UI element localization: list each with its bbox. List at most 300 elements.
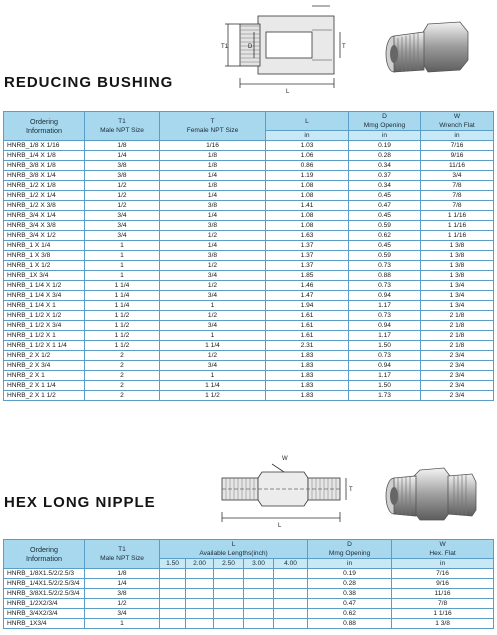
header2-w-line2: Hex. Flat bbox=[429, 550, 456, 557]
header2-ordering-line1: Ordering bbox=[30, 545, 58, 554]
table-row bbox=[4, 241, 494, 251]
table-cell: 1 1/4 bbox=[85, 281, 160, 291]
table-cell: 2 3/4 bbox=[421, 391, 494, 401]
table-cell: 1 1/4 bbox=[160, 341, 266, 351]
header2-w-line1: W bbox=[439, 541, 446, 548]
table-cell: 1 3/4 bbox=[421, 281, 494, 291]
table-row bbox=[4, 321, 494, 331]
table-cell bbox=[214, 589, 244, 599]
header-ordering-line2: Information bbox=[26, 126, 62, 135]
unit-w: in bbox=[421, 131, 494, 141]
table-cell bbox=[244, 619, 274, 629]
header2-l bbox=[160, 540, 308, 559]
table-cell: 1/8 bbox=[160, 181, 266, 191]
drawing-label-d: D bbox=[248, 44, 253, 50]
table-row bbox=[4, 619, 494, 629]
header-ordering bbox=[4, 112, 85, 141]
table-cell: HNRB_1X 3/4 bbox=[4, 271, 85, 281]
table-cell: 0.73 bbox=[349, 351, 421, 361]
table-cell: 1 1/4 bbox=[160, 381, 266, 391]
table-cell: 1 bbox=[160, 371, 266, 381]
table-cell: 3/4 bbox=[85, 211, 160, 221]
table-cell: 3/4 bbox=[160, 321, 266, 331]
table-cell: 2 1/8 bbox=[421, 331, 494, 341]
table-cell: 1 1/2 bbox=[160, 391, 266, 401]
table-cell: 3/4 bbox=[85, 609, 160, 619]
table-row bbox=[4, 211, 494, 221]
table-cell bbox=[244, 609, 274, 619]
table-cell: 0.19 bbox=[349, 141, 421, 151]
table-cell: 7/8 bbox=[421, 201, 494, 211]
table-cell: 1/2 bbox=[160, 261, 266, 271]
unit2-d: in bbox=[308, 559, 392, 569]
header2-d-line1: D bbox=[347, 541, 352, 548]
table-row bbox=[4, 181, 494, 191]
table-cell: 1.83 bbox=[266, 391, 349, 401]
header2-w bbox=[392, 540, 494, 559]
header2-ordering-line2: Information bbox=[26, 554, 62, 563]
table-cell: 7/8 bbox=[421, 181, 494, 191]
header-w-line2: Wrench Flat bbox=[439, 122, 475, 129]
table-cell: 3/4 bbox=[421, 171, 494, 181]
table-cell: 1/2 bbox=[85, 599, 160, 609]
header2-l-line2: Available Lengths(inch) bbox=[199, 550, 268, 557]
header-d-line1: D bbox=[382, 113, 387, 120]
table-cell: 1.61 bbox=[266, 321, 349, 331]
section-title-hex-long-nipple: HEX LONG NIPPLE bbox=[4, 494, 156, 511]
table-row bbox=[4, 371, 494, 381]
table-cell: 1/4 bbox=[160, 241, 266, 251]
table-cell bbox=[214, 579, 244, 589]
table-cell: 1 bbox=[85, 619, 160, 629]
table-cell: 1.83 bbox=[266, 371, 349, 381]
table-cell bbox=[214, 569, 244, 579]
table-cell: HNRB_1/4 X 1/8 bbox=[4, 151, 85, 161]
reducing-bushing-table bbox=[3, 111, 494, 401]
header-t-line2: Female NPT Size bbox=[186, 127, 239, 134]
table-cell: 0.86 bbox=[266, 161, 349, 171]
table-cell: 0.47 bbox=[349, 201, 421, 211]
nipple-label-w: W bbox=[282, 456, 288, 462]
table-cell bbox=[160, 579, 186, 589]
table-cell: 1 1/16 bbox=[421, 221, 494, 231]
table-row bbox=[4, 261, 494, 271]
table-cell bbox=[160, 609, 186, 619]
reducing-bushing-drawing bbox=[220, 4, 380, 96]
table-cell: 1 1/4 bbox=[85, 291, 160, 301]
table-cell: 1.94 bbox=[266, 301, 349, 311]
header2-t1-line2: Male NPT Size bbox=[100, 555, 144, 562]
table-cell: 1 1/2 bbox=[85, 331, 160, 341]
table-row bbox=[4, 251, 494, 261]
table-cell: 1.17 bbox=[349, 301, 421, 311]
table-cell: 0.45 bbox=[349, 211, 421, 221]
table-cell: HNRB_2 X 3/4 bbox=[4, 361, 85, 371]
table-cell: 1 1/16 bbox=[421, 211, 494, 221]
table-cell: 2 1/8 bbox=[421, 341, 494, 351]
table-cell: HNRB_3/4 X 3/8 bbox=[4, 221, 85, 231]
length-3: 2.50 bbox=[214, 559, 244, 569]
table-cell: 1.50 bbox=[349, 341, 421, 351]
table-cell: 3/8 bbox=[160, 201, 266, 211]
table-cell: 1.61 bbox=[266, 311, 349, 321]
table-row bbox=[4, 201, 494, 211]
table-cell: HNRB_2 X 1 bbox=[4, 371, 85, 381]
table-cell: 1 3/4 bbox=[421, 291, 494, 301]
table-cell: HNRB_3/8X1.5/2/2.5/3/4 bbox=[4, 589, 85, 599]
table-cell: 0.94 bbox=[349, 361, 421, 371]
table-cell: 1.08 bbox=[266, 211, 349, 221]
table-cell: 3/4 bbox=[85, 231, 160, 241]
header2-l-line1: L bbox=[231, 541, 236, 548]
table-cell: 0.34 bbox=[349, 181, 421, 191]
table-cell: 7/16 bbox=[392, 569, 494, 579]
table-row bbox=[4, 331, 494, 341]
table-cell bbox=[274, 579, 308, 589]
header-t1-line2: Male NPT Size bbox=[100, 127, 144, 134]
table-cell: HNRB_1/8 X 1/16 bbox=[4, 141, 85, 151]
table-cell: 1 3/8 bbox=[392, 619, 494, 629]
length-5: 4.00 bbox=[274, 559, 308, 569]
table-cell: 9/16 bbox=[421, 151, 494, 161]
table-cell: 2 1/8 bbox=[421, 321, 494, 331]
table-cell: HNRB_3/8 X 1/8 bbox=[4, 161, 85, 171]
table-row bbox=[4, 569, 494, 579]
table-cell: 0.62 bbox=[308, 609, 392, 619]
table-cell: 1/2 bbox=[160, 351, 266, 361]
table-cell: 0.37 bbox=[349, 171, 421, 181]
table-cell: HNRB_2 X 1 1/2 bbox=[4, 391, 85, 401]
table-cell bbox=[160, 599, 186, 609]
table-cell: HNRB_1/2 X 3/8 bbox=[4, 201, 85, 211]
reducing-bushing-photo bbox=[384, 18, 470, 82]
table-cell: 0.94 bbox=[349, 291, 421, 301]
table-row bbox=[4, 151, 494, 161]
table-cell: 1/4 bbox=[160, 211, 266, 221]
table-cell: 3/4 bbox=[85, 221, 160, 231]
table-cell: 1.37 bbox=[266, 261, 349, 271]
table-cell bbox=[214, 609, 244, 619]
table-cell: 0.45 bbox=[349, 241, 421, 251]
table-row bbox=[4, 281, 494, 291]
table-cell: 1/4 bbox=[85, 151, 160, 161]
table-cell: 0.62 bbox=[349, 231, 421, 241]
table-cell bbox=[274, 589, 308, 599]
table-cell: 7/8 bbox=[421, 191, 494, 201]
table-cell: HNRB_1X3/4 bbox=[4, 619, 85, 629]
table-cell: 0.73 bbox=[349, 311, 421, 321]
table-cell: 1.83 bbox=[266, 381, 349, 391]
unit2-w: in bbox=[392, 559, 494, 569]
table-cell: HNRB_3/4X2/3/4 bbox=[4, 609, 85, 619]
table-cell: 1.37 bbox=[266, 251, 349, 261]
table-cell: 0.94 bbox=[349, 321, 421, 331]
table-cell bbox=[274, 569, 308, 579]
table-cell: 1/8 bbox=[85, 141, 160, 151]
table-cell: 1.17 bbox=[349, 331, 421, 341]
table-cell: 3/8 bbox=[160, 221, 266, 231]
table-row bbox=[4, 351, 494, 361]
table-cell: HNRB_1 1/4 X 1 bbox=[4, 301, 85, 311]
header-l: L bbox=[266, 112, 349, 131]
table-cell: 1/2 bbox=[160, 281, 266, 291]
table-cell: 1.03 bbox=[266, 141, 349, 151]
table-cell: 1.37 bbox=[266, 241, 349, 251]
table-cell: 1 1/2 bbox=[85, 321, 160, 331]
table-cell: 1.47 bbox=[266, 291, 349, 301]
nipple-label-t: T bbox=[349, 487, 353, 493]
table-cell: 1.63 bbox=[266, 231, 349, 241]
table-cell: 0.38 bbox=[308, 589, 392, 599]
table-cell: 1/2 bbox=[160, 231, 266, 241]
table-cell: 1 3/4 bbox=[421, 301, 494, 311]
table-row bbox=[4, 141, 494, 151]
table-cell: 0.47 bbox=[308, 599, 392, 609]
table-cell bbox=[244, 569, 274, 579]
length-1: 1.50 bbox=[160, 559, 186, 569]
table-cell: 1/8 bbox=[160, 161, 266, 171]
table-cell: 2 bbox=[85, 371, 160, 381]
header-w-line1: W bbox=[453, 113, 461, 120]
table-cell: 3/8 bbox=[85, 171, 160, 181]
table-cell bbox=[186, 569, 214, 579]
table-cell: HNRB_3/4 X 1/4 bbox=[4, 211, 85, 221]
table-cell: 0.34 bbox=[349, 161, 421, 171]
drawing-label-t1: T1 bbox=[221, 44, 229, 50]
table-cell: 2 3/4 bbox=[421, 361, 494, 371]
table-row bbox=[4, 161, 494, 171]
table-cell: 1/2 bbox=[85, 181, 160, 191]
table-cell: 1 bbox=[85, 241, 160, 251]
table-cell: 1/8 bbox=[85, 569, 160, 579]
table-cell: 1.46 bbox=[266, 281, 349, 291]
table-cell: 1.19 bbox=[266, 171, 349, 181]
table-cell: 1/4 bbox=[85, 579, 160, 589]
table-cell bbox=[160, 619, 186, 629]
table-row bbox=[4, 311, 494, 321]
table-cell: 1 3/8 bbox=[421, 261, 494, 271]
table-cell: 3/8 bbox=[85, 161, 160, 171]
table-cell: 3/8 bbox=[160, 251, 266, 261]
header-d bbox=[349, 112, 421, 131]
table-cell: 0.28 bbox=[349, 151, 421, 161]
table-cell bbox=[186, 599, 214, 609]
table-cell: 1 3/8 bbox=[421, 251, 494, 261]
table-cell: 2 3/4 bbox=[421, 351, 494, 361]
table-cell: 1 3/8 bbox=[421, 271, 494, 281]
table-row bbox=[4, 361, 494, 371]
table-cell: 11/16 bbox=[392, 589, 494, 599]
header2-ordering bbox=[4, 540, 85, 569]
header-w bbox=[421, 112, 494, 131]
table-cell: HNRB_1 1/4 X 3/4 bbox=[4, 291, 85, 301]
header2-d-line2: Mmg Opening bbox=[328, 550, 371, 557]
table-row bbox=[4, 191, 494, 201]
table-cell: 1.85 bbox=[266, 271, 349, 281]
table-cell: 0.59 bbox=[349, 251, 421, 261]
table-cell: 1.17 bbox=[349, 371, 421, 381]
reducing-bushing-rows bbox=[4, 141, 494, 401]
table-cell: 1 bbox=[85, 251, 160, 261]
table-cell: 0.28 bbox=[308, 579, 392, 589]
table-cell: 1.83 bbox=[266, 351, 349, 361]
table-cell bbox=[244, 579, 274, 589]
table-cell: 1 bbox=[85, 271, 160, 281]
table-cell: 1/8 bbox=[160, 151, 266, 161]
table-cell: 0.88 bbox=[349, 271, 421, 281]
table-cell: HNRB_1 1/2 X 1 bbox=[4, 331, 85, 341]
table-cell: 1/4 bbox=[160, 171, 266, 181]
table-cell: 1/2 bbox=[85, 191, 160, 201]
table-cell: 1.06 bbox=[266, 151, 349, 161]
table-row bbox=[4, 381, 494, 391]
table-cell: 2 bbox=[85, 391, 160, 401]
table-cell: 1 1/2 bbox=[85, 341, 160, 351]
table-cell bbox=[214, 599, 244, 609]
table-cell bbox=[186, 589, 214, 599]
table-cell: HNRB_1 X 1/4 bbox=[4, 241, 85, 251]
nipple-label-l: L bbox=[278, 523, 282, 529]
table-row bbox=[4, 609, 494, 619]
table-cell: 0.73 bbox=[349, 281, 421, 291]
length-2: 2.00 bbox=[186, 559, 214, 569]
table-cell: 1.41 bbox=[266, 201, 349, 211]
header-t1 bbox=[85, 112, 160, 141]
table-cell: HNRB_1/2 X 1/4 bbox=[4, 191, 85, 201]
table-row bbox=[4, 341, 494, 351]
table-cell bbox=[244, 589, 274, 599]
table-cell: 9/16 bbox=[392, 579, 494, 589]
hex-long-nipple-table bbox=[3, 539, 494, 629]
header2-t1-line1: T1 bbox=[118, 546, 126, 553]
table-cell: 1 1/2 bbox=[85, 311, 160, 321]
table-cell: 1.08 bbox=[266, 221, 349, 231]
table-cell: 1 bbox=[160, 331, 266, 341]
table-cell: 7/16 bbox=[421, 141, 494, 151]
header2-d bbox=[308, 540, 392, 559]
table-cell: HNRB_1/2 X 1/8 bbox=[4, 181, 85, 191]
table-cell: 1 1/4 bbox=[85, 301, 160, 311]
drawing-label-l: L bbox=[286, 89, 290, 95]
table-cell: HNRB_1 1/2 X 1 1/4 bbox=[4, 341, 85, 351]
header-d-line2: Mmg Opening bbox=[363, 122, 406, 129]
table-cell: HNRB_3/4 X 1/2 bbox=[4, 231, 85, 241]
table-cell: 0.45 bbox=[349, 191, 421, 201]
table-cell: 1/4 bbox=[160, 191, 266, 201]
table-cell: 0.59 bbox=[349, 221, 421, 231]
table-cell: HNRB_2 X 1/2 bbox=[4, 351, 85, 361]
table-cell: HNRB_1/2X2/3/4 bbox=[4, 599, 85, 609]
table-row bbox=[4, 589, 494, 599]
table-cell: HNRB_1 1/2 X 1/2 bbox=[4, 311, 85, 321]
table-row bbox=[4, 221, 494, 231]
table-cell: 3/8 bbox=[85, 589, 160, 599]
table-cell: 11/16 bbox=[421, 161, 494, 171]
table-cell: HNRB_1 1/4 X 1/2 bbox=[4, 281, 85, 291]
table-cell: 1.83 bbox=[266, 361, 349, 371]
table-cell: 7/8 bbox=[392, 599, 494, 609]
table-cell: 0.88 bbox=[308, 619, 392, 629]
table-cell: 2 bbox=[85, 361, 160, 371]
section-title-reducing-bushing: REDUCING BUSHING bbox=[4, 74, 174, 91]
header-t1-line1: T1 bbox=[118, 118, 126, 125]
table-cell: 1/16 bbox=[160, 141, 266, 151]
table-cell: 1 bbox=[85, 261, 160, 271]
header-t-line1: T bbox=[210, 118, 215, 125]
hex-long-nipple-photo bbox=[384, 462, 480, 526]
table-cell: 1/2 bbox=[85, 201, 160, 211]
table-row bbox=[4, 301, 494, 311]
table-cell: 0.73 bbox=[349, 261, 421, 271]
table-cell: 2 3/4 bbox=[421, 371, 494, 381]
table-cell: 3/4 bbox=[160, 361, 266, 371]
table-cell bbox=[186, 579, 214, 589]
table-cell: 1.50 bbox=[349, 381, 421, 391]
table-cell: 3/4 bbox=[160, 291, 266, 301]
table-cell: 3/4 bbox=[160, 271, 266, 281]
table-cell bbox=[186, 609, 214, 619]
table-cell: HNRB_1/8X1.5/2/2.5/3 bbox=[4, 569, 85, 579]
table-cell: HNRB_1 X 1/2 bbox=[4, 261, 85, 271]
table-cell: HNRB_1 X 3/8 bbox=[4, 251, 85, 261]
table-cell bbox=[160, 589, 186, 599]
table-row bbox=[4, 171, 494, 181]
header2-t1 bbox=[85, 540, 160, 569]
table-row bbox=[4, 391, 494, 401]
hex-long-nipple-drawing bbox=[212, 450, 362, 530]
table-cell: 2 bbox=[85, 351, 160, 361]
table-cell: 1 bbox=[160, 301, 266, 311]
unit-l: in bbox=[266, 131, 349, 141]
table-cell: 1.08 bbox=[266, 191, 349, 201]
table-cell: 0.19 bbox=[308, 569, 392, 579]
table-cell bbox=[274, 619, 308, 629]
drawing-label-t: T bbox=[342, 44, 346, 50]
table-cell: 1/2 bbox=[160, 311, 266, 321]
table-row bbox=[4, 599, 494, 609]
table-cell: 2 3/4 bbox=[421, 381, 494, 391]
header-ordering-line1: Ordering bbox=[30, 117, 58, 126]
table-cell: 2.31 bbox=[266, 341, 349, 351]
table-cell bbox=[274, 599, 308, 609]
table-row bbox=[4, 579, 494, 589]
header-t bbox=[160, 112, 266, 141]
unit-d: in bbox=[349, 131, 421, 141]
table-cell bbox=[244, 599, 274, 609]
table-cell: 2 bbox=[85, 381, 160, 391]
table-cell: HNRB_1 1/2 X 3/4 bbox=[4, 321, 85, 331]
length-4: 3.00 bbox=[244, 559, 274, 569]
table-cell: 1.61 bbox=[266, 331, 349, 341]
table-cell: 1.08 bbox=[266, 181, 349, 191]
table-row bbox=[4, 231, 494, 241]
hex-long-nipple-rows bbox=[4, 569, 494, 629]
table-cell bbox=[160, 569, 186, 579]
table-row bbox=[4, 271, 494, 281]
table-cell: HNRB_2 X 1 1/4 bbox=[4, 381, 85, 391]
table-cell bbox=[186, 619, 214, 629]
table-cell: 2 1/8 bbox=[421, 311, 494, 321]
table-cell bbox=[214, 619, 244, 629]
table-cell: 1 1/16 bbox=[392, 609, 494, 619]
table-row bbox=[4, 291, 494, 301]
table-cell: 1 1/16 bbox=[421, 231, 494, 241]
table-cell: 1.73 bbox=[349, 391, 421, 401]
table-cell: 1 3/8 bbox=[421, 241, 494, 251]
table-cell: HNRB_1/4X1.5/2/2.5/3/4 bbox=[4, 579, 85, 589]
table-cell bbox=[274, 609, 308, 619]
table-cell: HNRB_3/8 X 1/4 bbox=[4, 171, 85, 181]
